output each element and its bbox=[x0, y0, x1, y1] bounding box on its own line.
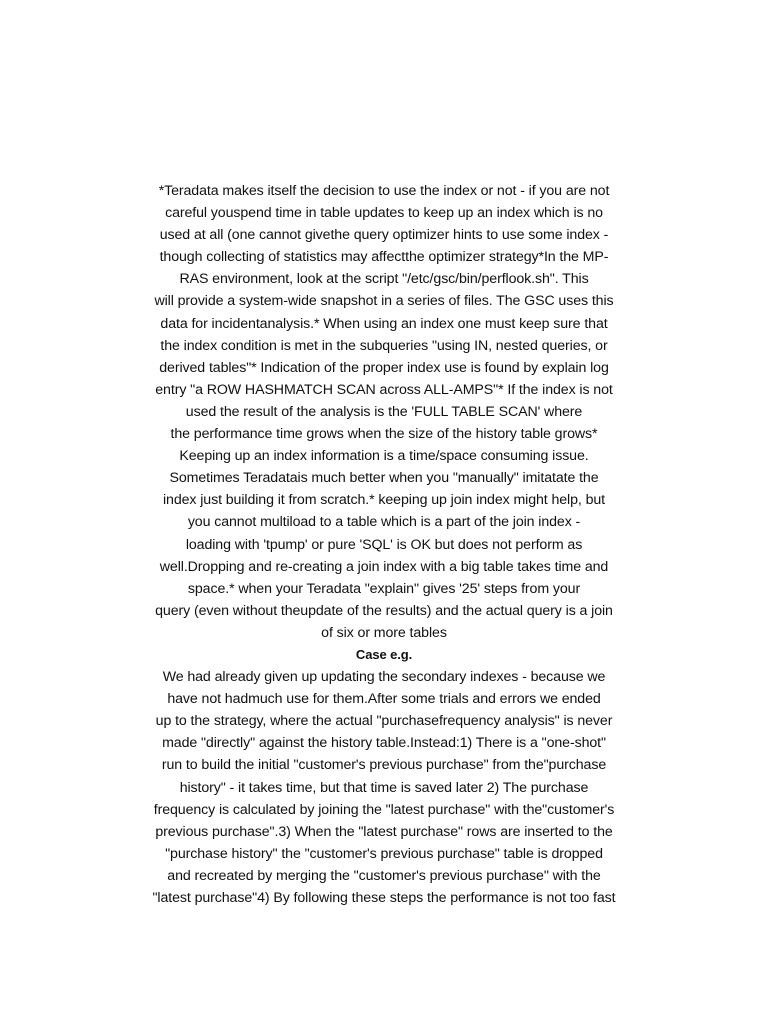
text-line: "latest purchase"4) By following these steps the performance is not too fast bbox=[152, 890, 616, 906]
text-line: query (even without theupdate of the results) and the actual query is a join bbox=[155, 602, 613, 619]
text-line: Keeping up an index information is a time/space consuming issue. bbox=[179, 448, 589, 465]
text-line: data for incidentanalysis.* When using an index one must keep sure that bbox=[160, 315, 608, 332]
text-line: will provide a system-wide snapshot in a series of files. The GSC uses this bbox=[154, 293, 614, 310]
text-line: index just building it from scratch.* keeping up join index might help, but bbox=[162, 492, 606, 509]
paragraph-2 bbox=[106, 666, 662, 909]
section-heading: Case e.g. bbox=[355, 646, 413, 662]
text-line: We had already given up updating the secondary indexes - because we bbox=[162, 669, 606, 686]
document-body bbox=[106, 180, 662, 909]
text-line: loading with 'tpump' or pure 'SQL' is OK but does not perform as bbox=[185, 536, 583, 553]
text-line: and recreated by merging the "customer's previous purchase" with the bbox=[167, 867, 601, 884]
text-line: RAS environment, look at the script "/etc/gsc/bin/perflook.sh". This bbox=[179, 271, 589, 288]
text-line: frequency is calculated by joining the "latest purchase" with the"customer's bbox=[153, 801, 615, 818]
text-line: derived tables"* Indication of the proper index use is found by explain log bbox=[159, 359, 609, 376]
text-line: run to build the initial "customer's previous purchase" from the"purchase bbox=[161, 757, 607, 774]
text-line: made "directly" against the history table.Instead:1) There is a "one-shot" bbox=[162, 735, 606, 752]
text-line: you cannot multiload to a table which is a part of the join index - bbox=[187, 514, 581, 531]
text-line: "purchase history" the "customer's previous purchase" table is dropped bbox=[165, 845, 603, 862]
text-line: though collecting of statistics may affectthe optimizer strategy*In the MP- bbox=[159, 249, 609, 266]
text-line: careful youspend time in table updates to keep up an index which is no bbox=[165, 205, 603, 222]
text-line: the index condition is met in the subqueries "using IN, nested queries, or bbox=[160, 337, 608, 354]
text-line: used the result of the analysis is the 'FULL TABLE SCAN' where bbox=[185, 403, 583, 420]
text-line: history" - it takes time, but that time is saved later 2) The purchase bbox=[179, 779, 589, 796]
text-line: the performance time grows when the size of the history table grows* bbox=[170, 426, 598, 443]
text-line: of six or more tables bbox=[321, 624, 447, 641]
text-line: well.Dropping and re-creating a join index with a big table takes time and bbox=[159, 558, 609, 575]
text-line: Sometimes Teradatais much better when you "manually" imitatate the bbox=[169, 470, 599, 487]
text-line: entry "a ROW HASHMATCH SCAN across ALL-AMPS"* If the index is not bbox=[155, 381, 613, 398]
paragraph-1 bbox=[106, 180, 662, 644]
text-line: previous purchase".3) When the "latest purchase" rows are inserted to the bbox=[155, 823, 613, 840]
text-line: up to the strategy, where the actual "purchasefrequency analysis" is never bbox=[155, 713, 613, 730]
text-line: *Teradata makes itself the decision to use the index or not - if you are not bbox=[158, 183, 610, 199]
text-line: have not hadmuch use for them.After some trials and errors we ended bbox=[167, 691, 601, 708]
text-line: used at all (one cannot givethe query optimizer hints to use some index - bbox=[159, 227, 609, 244]
text-line: space.* when your Teradata "explain" gives '25' steps from your bbox=[187, 580, 581, 597]
